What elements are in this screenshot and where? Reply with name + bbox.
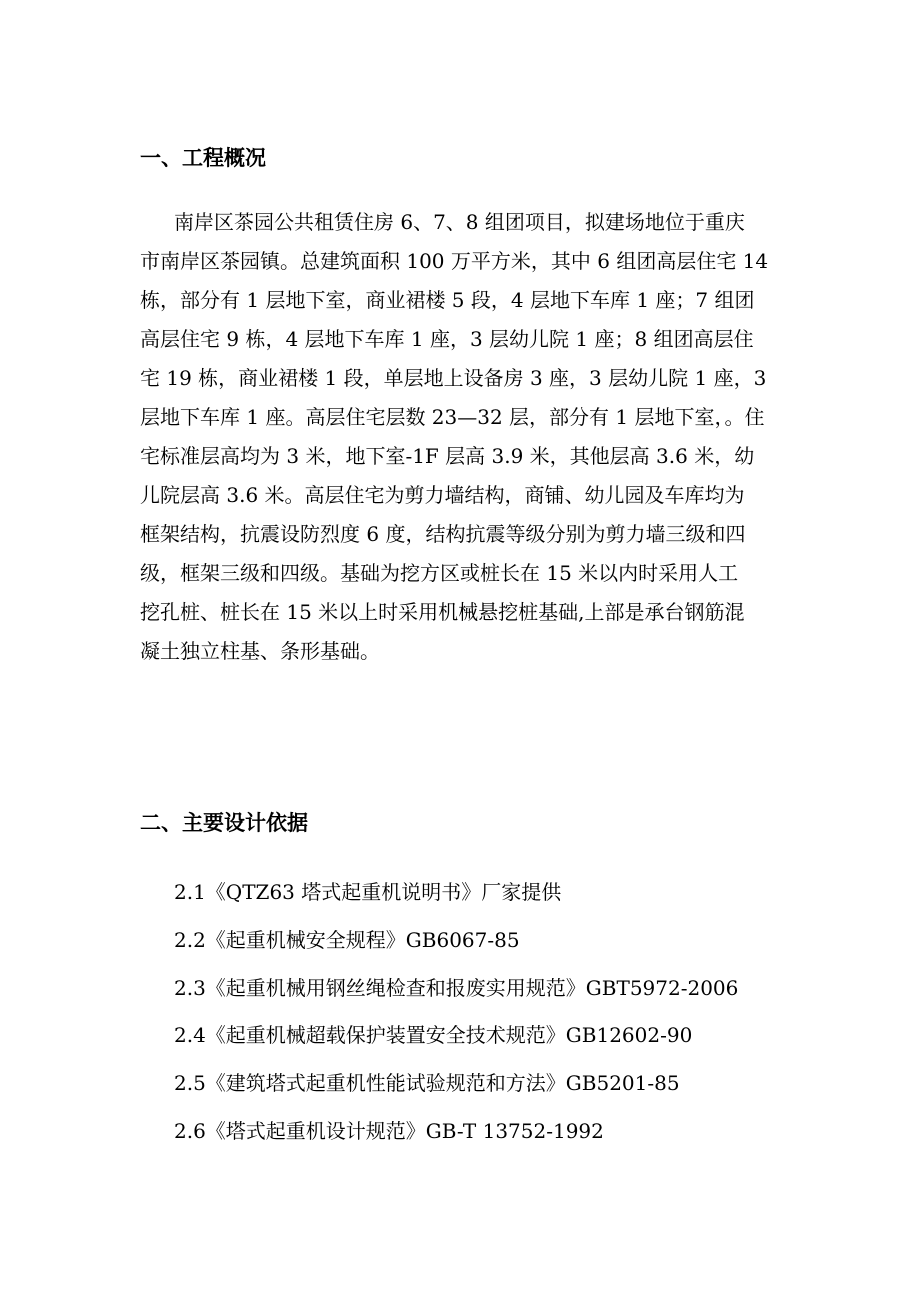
reference-item: 2.1《QTZ63 塔式起重机说明书》厂家提供	[174, 880, 562, 904]
overview-paragraph	[140, 203, 790, 671]
paragraph-line: 凝土独立柱基、条形基础。	[140, 639, 380, 663]
paragraph-line: 宅 19 栋，商业裙楼 1 段，单层地上设备房 3 座，3 层幼儿院 1 座，3	[140, 366, 767, 390]
reference-item: 2.5《建筑塔式起重机性能试验规范和方法》GB5201-85	[174, 1071, 680, 1096]
paragraph-line: 级，框架三级和四级。基础为挖方区或桩长在 15 米以内时采用人工	[140, 561, 739, 585]
reference-list	[174, 872, 738, 1159]
paragraph-line: 框架结构，抗震设防烈度 6 度，结构抗震等级分别为剪力墙三级和四	[140, 522, 746, 546]
paragraph-line: 南岸区茶园公共租赁住房 6、7、8 组团项目，拟建场地位于重庆	[174, 210, 745, 234]
reference-item: 2.6《塔式起重机设计规范》GB-T 13752-1992	[174, 1118, 604, 1143]
reference-item: 2.2《起重机械安全规程》GB6067-85	[174, 927, 520, 952]
paragraph-line: 层地下车库 1 座。高层住宅层数 23—32 层，部分有 1 层地下室，。住	[140, 405, 765, 429]
paragraph-line: 挖孔桩、桩长在 15 米以上时采用机械悬挖桩基础,上部是承台钢筋混	[140, 600, 745, 624]
paragraph-line: 儿院层高 3.6 米。高层住宅为剪力墙结构，商铺、幼儿园及车库均为	[140, 483, 745, 507]
paragraph-line: 宅标准层高均为 3 米，地下室-1F 层高 3.9 米，其他层高 3.6 米，幼	[140, 444, 755, 468]
paragraph-line: 高层住宅 9 栋，4 层地下车库 1 座，3 层幼儿院 1 座；8 组团高层住	[140, 327, 754, 351]
paragraph-line: 栋，部分有 1 层地下室，商业裙楼 5 段，4 层地下车库 1 座；7 组团	[140, 288, 755, 312]
section-heading-overview: 一、工程概况	[140, 146, 266, 170]
paragraph-line: 市南岸区茶园镇。总建筑面积 100 万平方米，其中 6 组团高层住宅 14	[140, 249, 769, 273]
reference-item: 2.3《起重机械用钢丝绳检查和报废实用规范》GBT5972-2006	[174, 975, 739, 1000]
reference-item: 2.4《起重机械超载保护装置安全技术规范》GB12602-90	[174, 1023, 693, 1048]
section-heading-design-basis: 二、主要设计依据	[140, 811, 308, 835]
